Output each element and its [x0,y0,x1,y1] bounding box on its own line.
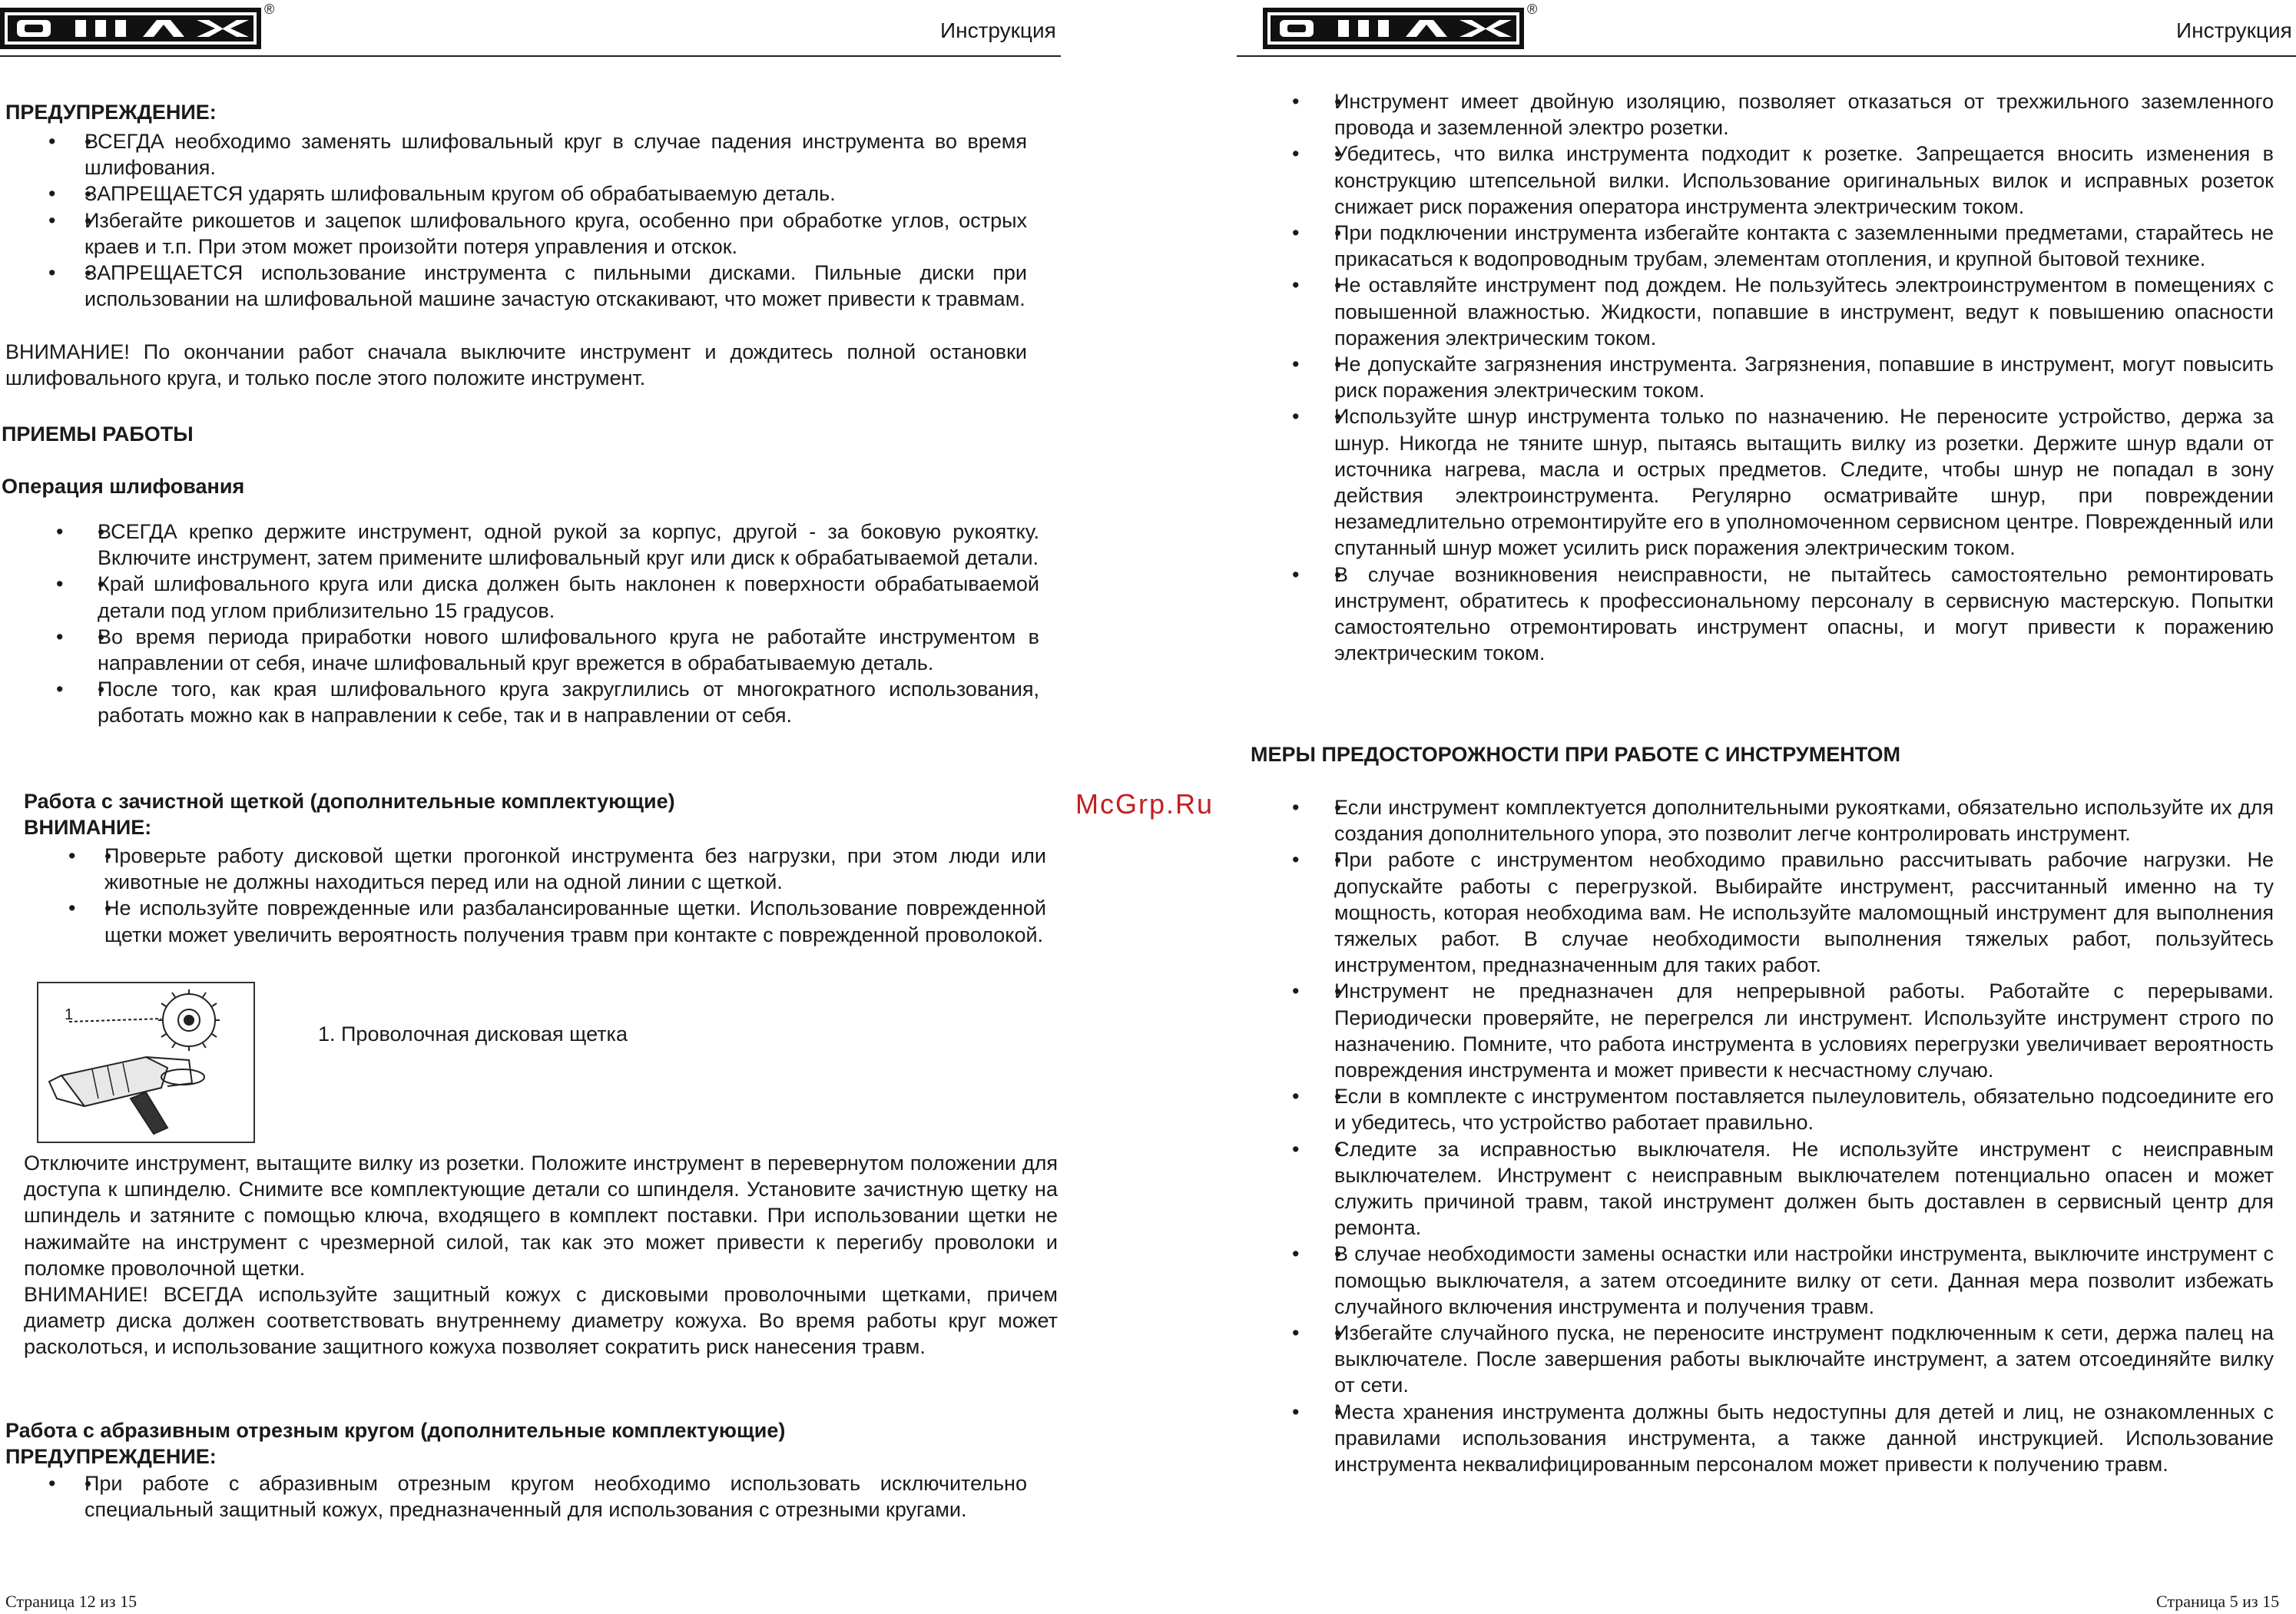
list-item: • • При подключении инструмента избегайте контакта с заземленными предметами, старайтесь не прикасаться к водопроводным трубам, элементам отопления, и крупной бытовой технике. [1237,220,2274,272]
list-item-text: При работе с инструментом необходимо правильно рассчитывать рабочие нагрузки. Не допускайте работы с перегрузкой. Выбирайте инструмент, рассчитанный именно на ту мощность, которая необходима вам. Не используйте маломощный инструмент для выполнения тяжелых работ. В случае необходимости выполнения тяжелых работ, пользуйтесь инструментом, предназначенным для таких работ. [1334,848,2274,977]
registered-mark: ® [264,2,275,17]
list-item: • • Избегайте рикошетов и зацепок шлифовального круга, особенно при обработке углов, острых краев и т.п. При этом может произойти потеря управления и отскок. [5,207,1027,260]
list-item: • • Не оставляйте инструмент под дождем. Не пользуйтесь электроинструментом в помещениях с повышенной влажностью. Жидкости, попавшие в инструмент, ведут к повышению опасности поражения электрическим током. [1237,272,2274,351]
list-item: • • Если в комплекте с инструментом поставляется пылеуловитель, обязательно подсоедините его и убедитесь, что устройство работает правильно. [1237,1083,2274,1135]
list-item: • • Не допускайте загрязнения инструмента. Загрязнения, попавшие в инструмент, могут повысить риск поражения электрическим током. [1237,351,2274,403]
list-item: • • Во время периода приработки нового шлифовального круга не работайте инструментом в направлении от себя, иначе шлифовальный круг врежется в обрабатываемую деталь. [5,624,1039,676]
list-item: • • В случае возникновения неисправности, не пытайтесь самостоятельно ремонтировать инструмент, обратитесь к профессиональному персоналу в сервисную мастерскую. Попытки самостоятельно отремонтировать инструмент опасны, и могут привести к поражению электрическим током. [1237,562,2274,667]
list-item-text: Проверьте работу дисковой щетки прогонкой инструмента без нагрузки, при этом люди или животные не должны находиться перед или на одной линии с щеткой. [104,844,1046,894]
list-item-text: ЗАПРЕЩАЕТСЯ ударять шлифовальным кругом об обрабатываемую деталь. [84,182,836,206]
list-item-text: Избегайте случайного пуска, не переносите инструмент подключенным к сети, держа палец на выключателе. После завершения работы выключайте инструмент, а затем отсоединяйте вилку от сети. [1334,1321,2274,1397]
list-item: • • Край шлифовального круга или диска должен быть наклонен к поверхности обрабатываемой детали под углом приблизительно 15 градусов. [5,571,1039,623]
list-item: • • Инструмент не предназначен для непрерывной работы. Работайте с перерывами. Периодически проверяйте, не перегрелся ли инструмент. Используйте инструмент строго по назначению. Помните, что работа инструмента в условиях перегрузки увеличивает вероятность повреждения инструмента и может привести к несчастному случаю. [1237,978,2274,1083]
list-item-text: Не допускайте загрязнения инструмента. Загрязнения, попавшие в инструмент, могут повысить риск поражения электрическим током. [1334,353,2274,403]
warning-note: ВНИМАНИЕ! По окончании работ сначала выключите инструмент и дождитесь полной остановки шлифовального круга, и только после этого положите инструмент. [5,340,1027,390]
list-item-text: Если инструмент комплектуется дополнительными рукоятками, обязательно используйте их для создания дополнительного упора, это позволит легче контролировать инструмент. [1334,796,2274,846]
abrasive-heading: Работа с абразивным отрезным кругом (дополнительные комплектующие) [5,1419,786,1442]
grinding-list [5,519,1039,729]
list-item-text: Инструмент не предназначен для непрерывной работы. Работайте с перерывами. Периодически проверяйте, не перегрелся ли инструмент. Используйте инструмент строго по назначению. Помните, что работа инструмента в условиях перегрузки увеличивает вероятность повреждения инструмента и может привести к несчастному случаю. [1334,979,2274,1082]
list-item: • • Убедитесь, что вилка инструмента подходит к розетке. Запрещается вносить изменения в конструкцию штепсельной вилки. Использование оригинальных вилок и исправных розеток снижает риск поражения оператора инструмента электрическим током. [1237,141,2274,220]
list-item-text: В случае возникновения неисправности, не пытайтесь самостоятельно ремонтировать инструмент, обратитесь к профессиональному персоналу в сервисную мастерскую. Попытки самостоятельно отремонтировать инструмент опасны, и могут привести к поражению электрическим током. [1334,562,2274,665]
omax-logo [0,3,277,52]
list-item-text: При подключении инструмента избегайте контакта с заземленными предметами, старайтесь не прикасаться к водопроводным трубам, элементам отопления, и крупной бытовой технике. [1334,221,2274,271]
precautions-list [1237,794,2274,1477]
left-page [0,0,1075,1614]
list-item: • • ЗАПРЕЩАЕТСЯ использование инструмента с пильными дисками. Пильные диски при использовании на шлифовальной машине зачастую отскакивают, что может привести к травмам. [5,260,1027,312]
list-item: • • При работе с абразивным отрезным кругом необходимо использовать исключительно специальный защитный кожух, предназначенный для использования с отрезными кругами. [5,1470,1027,1523]
list-item: • • Используйте шнур инструмента только по назначению. Не переносите устройство, держа за шнур. Никогда не тяните шнур, пытаясь вытащить вилку из розетки. Держите шнур вдали от источника нагрева, масла и острых предметов. Следите, чтобы шнур не попадал в зону действия электроинструмента. Регулярно осматривайте шнур, при повреждении незамедлительно отремонтируйте его в уполномоченном сервисном центре. Поврежденный или спутанный шнур может усилить риск поражения электрическим током. [1237,403,2274,561]
list-item-text: ВСЕГДА необходимо заменять шлифовальный круг в случае падения инструмента во время шлифования. [84,130,1027,180]
header-divider [0,55,1061,57]
list-item: • • ВСЕГДА необходимо заменять шлифовальный круг в случае падения инструмента во время шлифования. [5,128,1027,181]
list-item: • • ВСЕГДА крепко держите инструмент, одной рукой за корпус, другой - за боковую рукоятку. Включите инструмент, затем примените шлифовальный круг или диск к обрабатываемой детали. [5,519,1039,571]
abrasive-subheading: ПРЕДУПРЕЖДЕНИЕ: [5,1445,217,1468]
brush-list [5,843,1046,948]
brush-warning: ВНИМАНИЕ! ВСЕГДА используйте защитный кожух с дисковыми проволочными щетками, причем диаметр диска должен соответствовать внутреннему диаметру кожуха. Во время работы круг может расколоться, и использование защитного кожуха позволяет сократить риск нанесения травм. [24,1283,1058,1359]
precautions-heading: МЕРЫ ПРЕДОСТОРОЖНОСТИ ПРИ РАБОТЕ С ИНСТРУМЕНТОМ [1251,743,1901,766]
warning-heading: ПРЕДУПРЕЖДЕНИЕ: [5,101,217,124]
list-item: • • Если инструмент комплектуется дополнительными рукоятками, обязательно используйте их для создания дополнительного упора, это позволит легче контролировать инструмент. [1237,794,2274,847]
list-item: • • После того, как края шлифовального круга закруглились от многократного использования, работать можно как в направлении к себе, так и в направлении от себя. [5,676,1039,728]
list-item-text: После того, как края шлифовального круга закруглились от многократного использования, работать можно как в направлении к себе, так и в направлении от себя. [98,678,1039,727]
list-item: • • Не используйте поврежденные или разбалансированные щетки. Использование поврежденной щетки может увеличить вероятность получения травм при контакте с поврежденной проволокой. [5,895,1046,947]
page-footer: Страница 12 из 15 [5,1592,137,1611]
list-item-text: ВСЕГДА крепко держите инструмент, одной рукой за корпус, другой - за боковую рукоятку. Включите инструмент, затем примените шлифовальный круг или диск к обрабатываемой детали. [98,520,1039,570]
list-item-text: Край шлифовального круга или диска должен быть наклонен к поверхности обрабатываемой детали под углом приблизительно 15 градусов. [98,572,1039,622]
site-watermark: McGrp.Ru [1075,788,1214,820]
logo-graphic [0,3,277,52]
header-title: Инструкция [940,18,1056,42]
right-page [1237,0,2296,1614]
section-title: ПРИЕМЫ РАБОТЫ [2,423,194,446]
header-title: Инструкция [2176,18,2292,42]
list-item-text: При работе с абразивным отрезным кругом необходимо использовать исключительно специальный защитный кожух, предназначенный для использования с отрезными кругами. [84,1472,1027,1522]
list-item-text: Во время периода приработки нового шлифовального круга не работайте инструментом в направлении от себя, иначе шлифовальный круг врежется в обрабатываемую деталь. [98,625,1039,675]
list-item-text: Места хранения инструмента должны быть недоступны для детей и лиц, не ознакомленных с правилами использования инструмента, а также данной инструкцией. Использование инструмента неквалифицированным персоналом может привести к получению травм. [1334,1400,2274,1476]
list-item-text: Убедитесь, что вилка инструмента подходит к розетке. Запрещается вносить изменения в конструкцию штепсельной вилки. Использование оригинальных вилок и исправных розеток снижает риск поражения оператора инструмента электрическим током. [1334,142,2274,218]
list-item-text: Используйте шнур инструмента только по назначению. Не переносите устройство, держа за шнур. Никогда не тяните шнур, пытаясь вытащить вилку из розетки. Держите шнур вдали от источника нагрева, масла и острых предметов. Следите, чтобы шнур не попадал в зону действия электроинструмента. Регулярно осматривайте шнур, при повреждении незамедлительно отремонтируйте его в уполномоченном сервисном центре. Поврежденный или спутанный шнур может усилить риск поражения электрическим током. [1334,405,2274,560]
list-item: • • В случае необходимости замены оснастки или настройки инструмента, выключите инструмент с помощью выключателя, а затем отсоедините вилку от сети. Данная мера позволит избежать случайного включения инструмента и получения травм. [1237,1241,2274,1320]
list-item-text: ЗАПРЕЩАЕТСЯ использование инструмента с пильными дисками. Пильные диски при использовании на шлифовальной машине зачастую отскакивают, что может привести к травмам. [84,261,1027,311]
electric-safety-list [1237,88,2274,666]
brush-subheading: ВНИМАНИЕ: [24,816,152,839]
figure-label: 1 [65,1006,74,1023]
figure-caption: 1. Проволочная дисковая щетка [318,1022,628,1046]
grinding-heading: Операция шлифования [2,475,245,498]
list-item-text: Не оставляйте инструмент под дождем. Не пользуйтесь электроинструментом в помещениях с повышенной влажностью. Жидкости, попавшие в инструмент, ведут к повышению опасности поражения электрическим током. [1334,273,2274,350]
logo-graphic [1263,3,1539,52]
list-item: • • ЗАПРЕЩАЕТСЯ ударять шлифовальным кругом об обрабатываемую деталь. [5,181,1027,207]
list-item: • • Проверьте работу дисковой щетки прогонкой инструмента без нагрузки, при этом люди или животные не должны находиться перед или на одной линии с щеткой. [5,843,1046,895]
list-item-text: Если в комплекте с инструментом поставляется пылеуловитель, обязательно подсоедините его и убедитесь, что устройство работает правильно. [1334,1085,2274,1135]
header-divider [1237,55,2296,57]
registered-mark: ® [1527,2,1538,17]
list-item-text: В случае необходимости замены оснастки или настройки инструмента, выключите инструмент с помощью выключателя, а затем отсоедините вилку от сети. Данная мера позволит избежать случайного включения инструмента и получения травм. [1334,1242,2274,1318]
wire-brush-figure [37,982,255,1143]
list-item: • • При работе с инструментом необходимо правильно рассчитывать рабочие нагрузки. Не допускайте работы с перегрузкой. Выбирайте инструмент, рассчитанный именно на ту мощность, которая необходима вам. Не используйте маломощный инструмент для выполнения тяжелых работ. В случае необходимости выполнения тяжелых работ, пользуйтесь инструментом, предназначенным для таких работ. [1237,847,2274,978]
list-item: • • Избегайте случайного пуска, не переносите инструмент подключенным к сети, держа палец на выключателе. После завершения работы выключайте инструмент, а затем отсоединяйте вилку от сети. [1237,1320,2274,1399]
list-item-text: Следите за исправностью выключателя. Не используйте инструмент с неисправным выключателем. Инструмент с неисправным выключателем потенциально опасен и может служить причиной травм, такой инструмент должен быть доставлен в сервисный центр для ремонта. [1334,1137,2274,1240]
brush-heading: Работа с зачистной щеткой (дополнительные комплектующие) [24,790,675,813]
list-item-text: Инструмент имеет двойную изоляцию, позволяет отказаться от трехжильного заземленного провода и заземленной электро розетки. [1334,90,2274,140]
list-item-text: Избегайте рикошетов и зацепок шлифовального круга, особенно при обработке углов, острых краев и т.п. При этом может произойти потеря управления и отскок. [84,208,1027,258]
brush-instructions: Отключите инструмент, вытащите вилку из розетки. Положите инструмент в перевернутом положении для доступа к шпинделю. Снимите все комплектующие детали со шпинделя. Установите зачистную щетку на шпиндель и затяните с помощью ключа, входящего в комплект поставки. При использовании щетки не нажимайте на инструмент с чрезмерной силой, так как это может привести к перегибу проволоки и поломке проволочной щетки. [24,1152,1058,1280]
page-footer: Страница 5 из 15 [2156,1592,2280,1611]
warning-list [5,128,1027,312]
abrasive-list [5,1470,1027,1523]
omax-logo [1263,3,1539,52]
list-item: • • Места хранения инструмента должны быть недоступны для детей и лиц, не ознакомленных с правилами использования инструмента, а также данной инструкцией. Использование инструмента неквалифицированным персоналом может привести к получению травм. [1237,1399,2274,1478]
list-item: • • Инструмент имеет двойную изоляцию, позволяет отказаться от трехжильного заземленного провода и заземленной электро розетки. [1237,88,2274,141]
list-item: • • Следите за исправностью выключателя. Не используйте инструмент с неисправным выключателем. Инструмент с неисправным выключателем потенциально опасен и может служить причиной травм, такой инструмент должен быть доставлен в сервисный центр для ремонта. [1237,1136,2274,1241]
list-item-text: Не используйте поврежденные или разбалансированные щетки. Использование поврежденной щетки может увеличить вероятность получения травм при контакте с поврежденной проволокой. [104,896,1046,946]
